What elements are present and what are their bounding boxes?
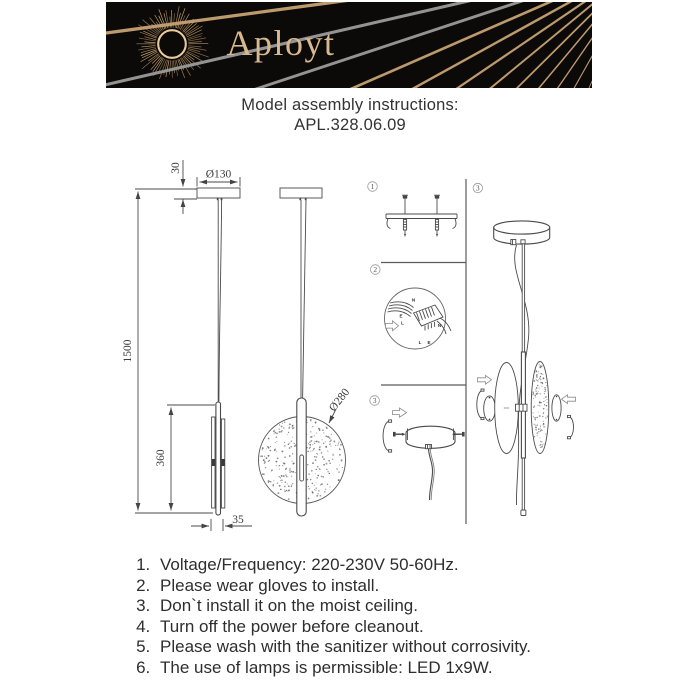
step-2-number: 2 (373, 265, 378, 275)
arrow-right-icon (393, 408, 407, 417)
wiring-detail (385, 288, 452, 349)
corner-rays-decoration (106, 2, 592, 88)
assembled-view (473, 183, 575, 515)
final-step-number: 3 (475, 183, 480, 193)
instruction-item: 2. Please wear gloves to install. (155, 576, 625, 597)
arrow-right-icon (478, 375, 492, 384)
brand-name: Aployt (226, 23, 336, 63)
instruction-item: 6. The use of lamps is permissible: LED 1x9W. (155, 658, 625, 679)
wire-label-n2: N (437, 323, 442, 328)
instruction-item: 3. Don`t install it on the moist ceiling. (155, 596, 625, 617)
wire-label-e2: E (427, 340, 431, 345)
canopy-front (280, 188, 322, 198)
dim-o130: Ø130 (205, 168, 232, 181)
front-disc (495, 363, 519, 454)
instruction-item: 4. Turn off the power before cleanout. (155, 617, 625, 638)
step-1-panel (368, 182, 457, 237)
sheet-title: Model assembly instructions: (241, 96, 459, 114)
rod-assembled (521, 244, 526, 516)
dim-1500: 1500 (122, 339, 134, 363)
dim-35: 35 (232, 514, 244, 526)
left-clip (477, 389, 484, 420)
dimension-overall-height (122, 189, 213, 513)
arrow-left-icon (562, 395, 576, 404)
wire-label-n: N (411, 297, 416, 303)
dimension-canopy-diameter (197, 169, 240, 187)
side-screw-left-icon (393, 432, 406, 437)
dim-o280: Ø280 (327, 386, 353, 414)
brand-banner (106, 2, 592, 88)
canopy-3d (406, 426, 455, 449)
instruction-item: 5. Please wash with the sanitizer without corrosivity. (155, 637, 625, 658)
front-view-drawing (259, 188, 353, 516)
dimension-body-height (155, 405, 215, 511)
step-3-number: 3 (372, 396, 377, 406)
title-block (0, 95, 700, 135)
lamp-stem-front (297, 398, 306, 516)
step-2-panel (371, 265, 452, 349)
step-1-number: 1 (370, 182, 375, 192)
step-3-panel (370, 396, 465, 500)
right-ring (552, 395, 561, 421)
instruction-item: 1. Voltage/Frequency: 220-230V 50-60Hz. (155, 555, 625, 576)
technical-drawing (0, 140, 700, 552)
lamp-body-side (212, 402, 225, 515)
model-number: APL.328.06.09 (294, 116, 406, 134)
center-hub (516, 404, 528, 411)
left-ring (484, 396, 496, 421)
dim-30: 30 (170, 162, 182, 174)
dimension-canopy-thickness (170, 160, 197, 214)
canopy-assembled (494, 221, 550, 245)
screw-icon (434, 195, 440, 237)
screw-icon (402, 195, 408, 237)
bracket-drawing (386, 195, 457, 237)
ring-clip (383, 420, 392, 452)
sunburst-ring-icon (158, 30, 186, 58)
right-clip (568, 415, 574, 438)
instruction-list (118, 555, 625, 678)
dim-360: 360 (155, 449, 167, 467)
wire-label-e: E (399, 313, 403, 319)
side-view-drawing (122, 160, 252, 531)
wire-label-l: L (401, 320, 404, 326)
dimension-body-depth (191, 514, 252, 531)
canopy-side (197, 188, 240, 198)
wire-label-l2: L (418, 340, 422, 345)
dimension-shade-diameter (327, 386, 352, 423)
